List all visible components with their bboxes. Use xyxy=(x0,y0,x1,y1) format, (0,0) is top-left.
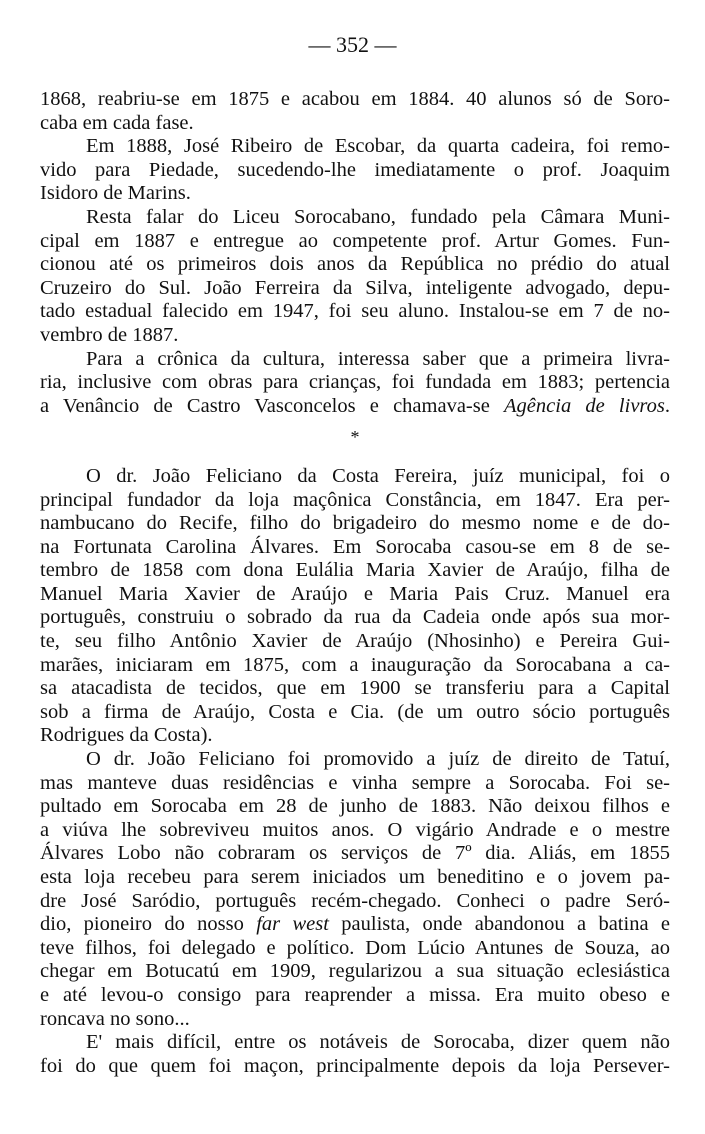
text-line: Álvares Lobo não cobraram os serviços de 7º dia. Aliás, em 1855 xyxy=(40,842,670,865)
text-line: na Fortunata Carolina Álvares. Em Sorocaba casou-se em 8 de se- xyxy=(40,535,670,558)
text-line: tembro de 1858 com dona Eulália Maria Xavier de Araújo, filha de xyxy=(40,559,670,582)
text-segment: dio, pioneiro do nosso xyxy=(40,913,257,936)
text-line: tado estadual falecido em 1947, foi seu aluno. Instalou-se em 7 de no- xyxy=(40,300,670,323)
text-line: Cruzeiro do Sul. João Ferreira da Silva, inteligente advogado, depu- xyxy=(40,276,670,299)
text-line: e até levou-o consigo para reaprender a missa. Era muito obeso e xyxy=(40,983,670,1006)
text-line: mas manteve duas residências e vinha sempre a Sorocaba. Foi se- xyxy=(40,771,670,794)
text-line: Para a crônica da cultura, interessa saber que a primeira livra- xyxy=(86,347,670,370)
text-line: O dr. João Feliciano foi promovido a juíz de direito de Tatuí, xyxy=(86,748,670,771)
text-line: nambucano do Recife, filho do brigadeiro do mesmo nome e de do- xyxy=(40,512,670,535)
text-line: Em 1888, José Ribeiro de Escobar, da quarta cadeira, foi remo- xyxy=(86,135,670,158)
text-line: principal fundador da loja maçônica Constância, em 1847. Era per- xyxy=(40,488,670,511)
text-line: ria, inclusive com obras para crianças, foi fundada em 1883; pertencia xyxy=(40,371,670,394)
body-text xyxy=(40,88,670,1078)
phrase-italic: far west xyxy=(256,913,329,936)
text-line xyxy=(40,395,670,419)
text-line: Resta falar do Liceu Sorocabano, fundado pela Câmara Muni- xyxy=(86,205,670,228)
text-segment: a Venâncio de Castro Vasconcelos e chamava-se xyxy=(40,394,505,417)
text-line: cipal em 1887 e entregue ao competente prof. Artur Gomes. Fun- xyxy=(40,229,670,252)
text-line: Manuel Maria Xavier de Araújo e Maria Pais Cruz. Manuel era xyxy=(40,582,670,605)
text-line: vido para Piedade, sucedendo-lhe imediatamente o prof. Joaquim xyxy=(40,158,670,181)
text-line: 1868, reabriu-se em 1875 e acabou em 1884. 40 alunos só de Soro- xyxy=(40,88,670,110)
text-line: português, construiu o sobrado da rua da Cadeia onde após sua mor- xyxy=(40,606,670,629)
text-line: cionou até os primeiros dois anos da República no prédio do atual xyxy=(40,253,670,276)
text-line: teve filhos, foi delegado e político. Dom Lúcio Antunes de Souza, ao xyxy=(40,936,670,959)
text-line: Isidoro de Marins. xyxy=(40,182,191,205)
text-line xyxy=(40,913,670,937)
text-line: a viúva lhe sobreviveu muitos anos. O vigário Andrade e o mestre xyxy=(40,818,670,841)
text-line: E' mais difícil, entre os notáveis de Sorocaba, dizer quem não xyxy=(86,1031,670,1054)
text-line: pultado em Sorocaba em 28 de junho de 1883. Não deixou filhos e xyxy=(40,795,670,818)
text-line: sob a firma de Araújo, Costa e Cia. (de um outro sócio português xyxy=(40,700,670,723)
text-line: caba em cada fase. xyxy=(40,111,194,134)
text-line: sa atacadista de tecidos, que em 1900 se transferiu para a Capital xyxy=(40,677,670,700)
text-line: marães, iniciaram em 1875, com a inauguração da Sorocabana a ca- xyxy=(40,653,670,676)
text-line: dre José Saródio, português recém-chegado. Conheci o padre Seró- xyxy=(40,889,670,912)
text-line: te, seu filho Antônio Xavier de Araújo (Nhosinho) e Pereira Gui- xyxy=(40,630,670,653)
text-line: O dr. João Feliciano da Costa Fereira, juíz municipal, foi o xyxy=(86,464,670,487)
text-line: vembro de 1887. xyxy=(40,323,179,346)
text-segment: paulista, onde abandonou a batina e xyxy=(328,913,670,936)
text-line: chegar em Botucatú em 1909, regularizou a sua situação eclesiástica xyxy=(40,960,670,983)
text-line: Rodrigues da Costa). xyxy=(40,724,213,747)
page-number: — 352 — xyxy=(308,32,397,57)
text-line: esta loja recebeu para serem iniciados um beneditino e o jovem pa- xyxy=(40,866,670,888)
section-separator-asterisk: * xyxy=(350,427,360,448)
text-line: roncava no sono... xyxy=(40,1007,190,1030)
text-line: foi do que quem foi maçon, principalmente depois da loja Persever- xyxy=(40,1054,670,1077)
text-segment: . xyxy=(664,394,670,417)
book-title-italic: Agência de livros xyxy=(504,394,665,417)
